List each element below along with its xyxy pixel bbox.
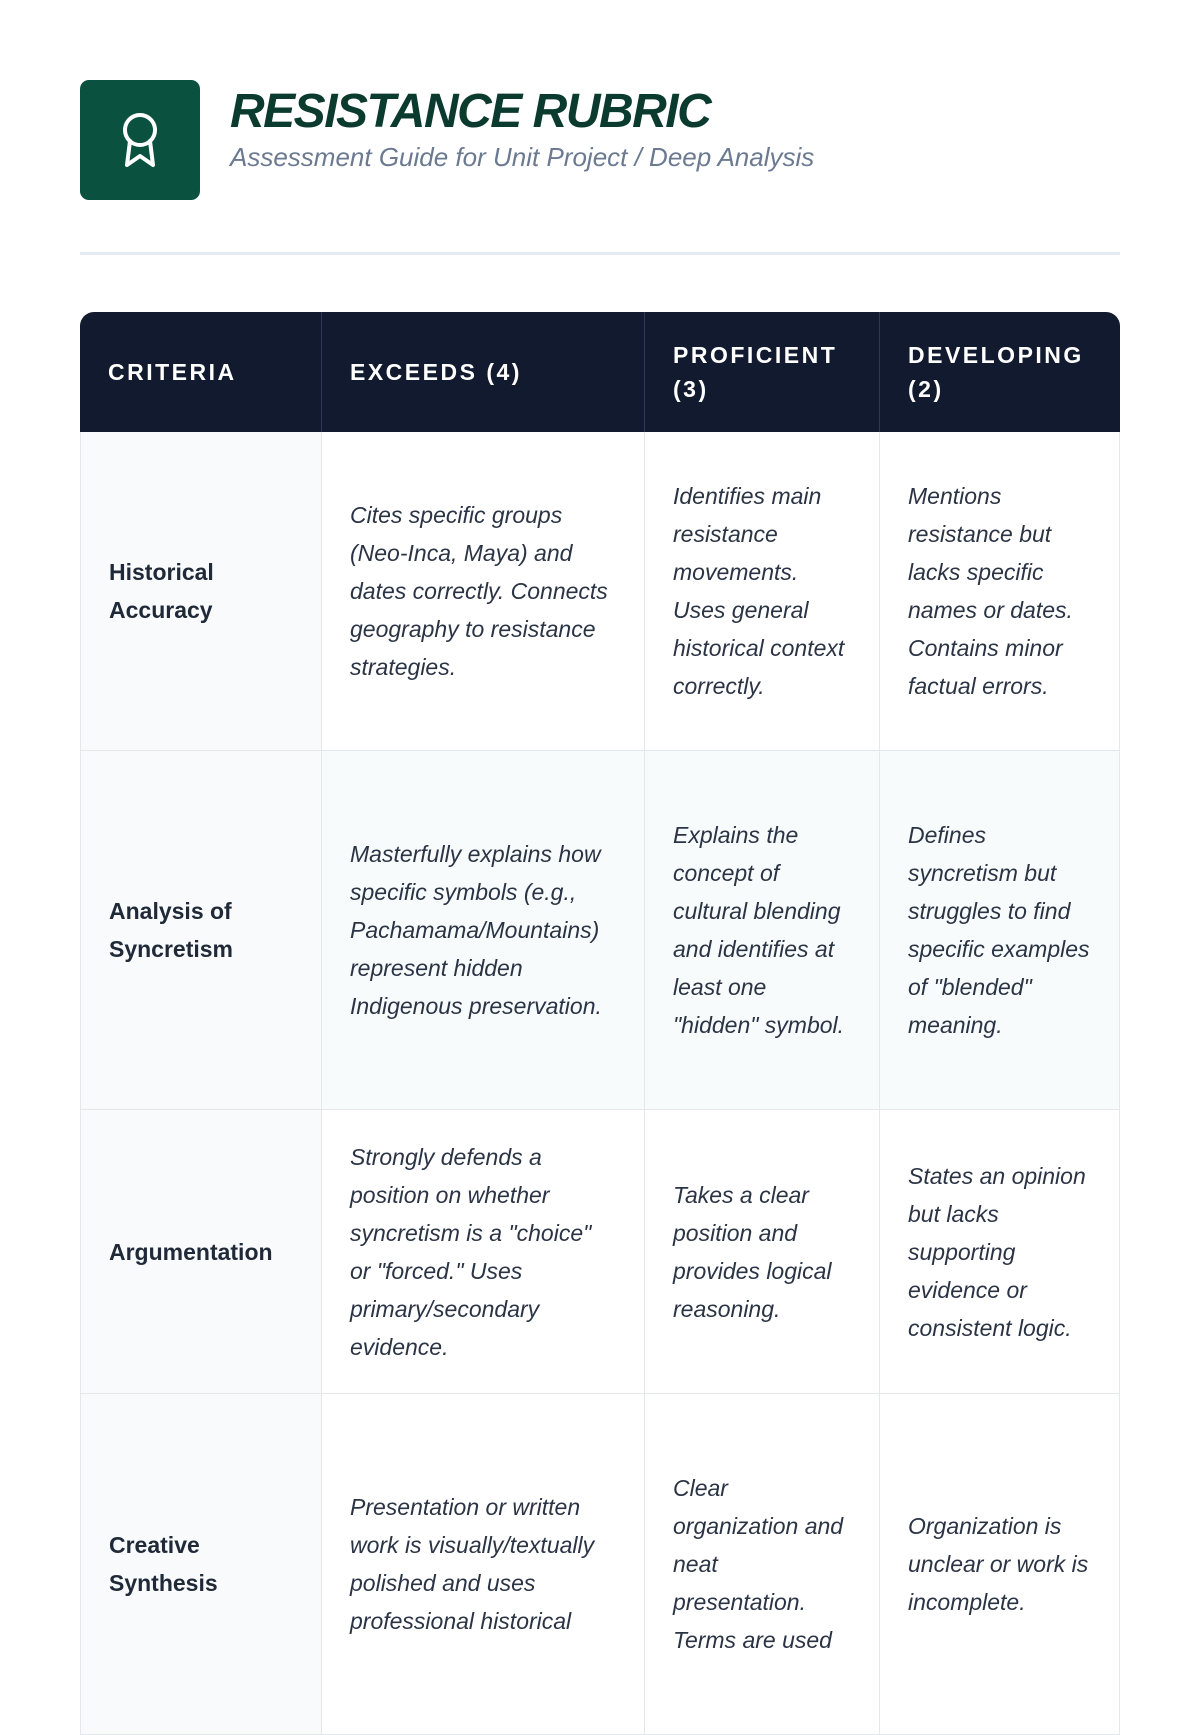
table-row (80, 1110, 1120, 1394)
award-ribbon-icon (118, 110, 162, 170)
proficient-cell: Clear organization and neat presentation. Terms are used (644, 1394, 879, 1735)
exceeds-cell: Presentation or written work is visually/textually polished and uses professional historical (321, 1394, 644, 1735)
criteria-cell: Historical Accuracy (80, 432, 321, 751)
column-header-criteria: CRITERIA (80, 312, 321, 432)
page-subtitle: Assessment Guide for Unit Project / Deep Analysis (230, 142, 815, 172)
developing-cell: Defines syncretism but struggles to find specific examples of "blended" meaning. (879, 751, 1120, 1110)
page-title: RESISTANCE RUBRIC (230, 85, 711, 138)
proficient-cell: Explains the concept of cultural blending and identifies at least one "hidden" symbol. (644, 751, 879, 1110)
developing-cell: Mentions resistance but lacks specific names or dates. Contains minor factual errors. (879, 432, 1120, 751)
developing-cell: States an opinion but lacks supporting evidence or consistent logic. (879, 1110, 1120, 1394)
criteria-cell: Analysis of Syncretism (80, 751, 321, 1110)
header-divider (80, 252, 1120, 255)
exceeds-cell: Cites specific groups (Neo-Inca, Maya) and dates correctly. Connects geography to resistance strategies. (321, 432, 644, 751)
table-row (80, 432, 1120, 751)
table-row (80, 751, 1120, 1110)
exceeds-cell: Strongly defends a position on whether syncretism is a "choice" or "forced." Uses primary/secondary evidence. (321, 1110, 644, 1394)
logo-badge (80, 80, 200, 200)
column-header-developing: DEVELOPING (2) (879, 312, 1120, 432)
rubric-header (80, 80, 1120, 200)
exceeds-cell: Masterfully explains how specific symbols (e.g., Pachamama/Mountains) represent hidden Indigenous preservation. (321, 751, 644, 1110)
criteria-cell: Argumentation (80, 1110, 321, 1394)
table-header-row (80, 312, 1120, 432)
criteria-cell: Creative Synthesis (80, 1394, 321, 1735)
column-header-proficient: PROFICIENT (3) (644, 312, 879, 432)
proficient-cell: Takes a clear position and provides logical reasoning. (644, 1110, 879, 1394)
column-header-exceeds: EXCEEDS (4) (321, 312, 644, 432)
rubric-table (80, 312, 1120, 1735)
table-row (80, 1394, 1120, 1735)
proficient-cell: Identifies main resistance movements. Uses general historical context correctly. (644, 432, 879, 751)
developing-cell: Organization is unclear or work is incomplete. (879, 1394, 1120, 1735)
